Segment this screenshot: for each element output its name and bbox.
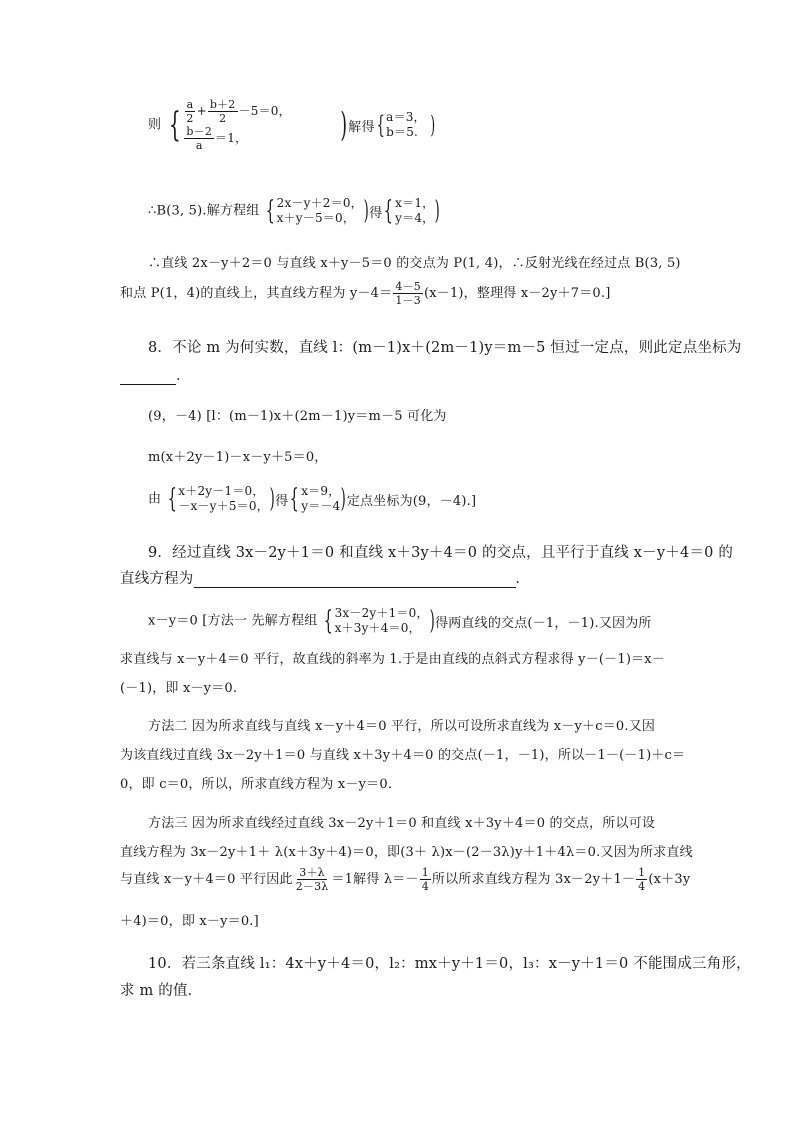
frac-num: 1 [421,866,429,879]
frac-den: 4 [638,880,646,893]
text: ∴B(3, 5).解方程组 [148,203,260,219]
frac-num: b＋2 [209,98,236,111]
text: x－y＝0 [方法一 先解方程组 [148,613,318,629]
right-brace: ) [340,105,347,145]
right-brace: ) [429,606,435,636]
left-brace: { [376,111,385,139]
eq: a＝3， [386,110,426,124]
text: (x－1)，整理得 x－2y＋7＝0.] [423,286,611,301]
frac-den: 4 [421,880,429,893]
left-brace: { [290,484,300,514]
right-brace: ) [434,196,441,226]
text-line: 直线方程为 3x－2y＋1＋ λ(x＋3y＋4)＝0，即(3＋ λ)x－(2－3λ)y＋1＋4λ＝0.又因为所求直线 [120,845,693,860]
eq: b＝5. [386,125,419,139]
question-10: 10．若三条直线 l₁：4x＋y＋4＝0，l₂：mx＋y＋1＝0，l₃：x－y＋1＝0 不能围成三角形， [148,956,751,972]
text: ． [176,368,191,384]
right-brace: ) [430,111,435,139]
eq: y＝－4 [301,499,341,513]
question-10-line-2: 求 m 的值． [120,983,203,999]
frac-num: a [186,98,194,111]
text: 和点 P(1，4)的直线上，其直线方程为 y－4＝ [120,286,393,301]
text: + [196,104,207,118]
text: 直线方程为 [120,571,194,587]
eq: －x－y＋5＝0， [178,499,269,513]
answer-9-method-3: 方法三 因为所求直线经过直线 3x－2y＋1＝0 和直线 x＋3y＋4＝0 的交点，所以可设 [148,816,656,831]
text: ＝1， [215,131,248,145]
solve-system-line [148,196,441,226]
eq: x＋y－5＝0， [276,211,356,225]
right-brace: ) [341,484,347,514]
answer-8-line: (9，－4) [l：(m－1)x＋(2m－1)y＝m－5 可化为 [148,409,447,424]
eq: y＝4， [395,211,435,225]
answer-blank [194,573,516,588]
text: 则 [148,117,162,133]
text: 得两直线的交点(－1，－1).又因为所 [435,615,652,631]
left-brace: { [265,196,275,226]
text-line: ∴直线 2x－y＋2＝0 与直线 x＋y－5＝0 的交点为 P(1, 4)，∴反射光线在经过点 B(3, 5) [148,256,681,271]
text: ＝1解得 λ＝－ [331,872,419,887]
right-brace: ) [269,484,275,514]
text: 由 [148,491,162,507]
frac-den: 1－3 [395,294,421,307]
frac-num: 3＋λ [299,866,325,879]
text: 所以所求直线方程为 3x－2y＋1－ [431,872,636,887]
eq: x＝1， [395,196,435,210]
left-brace: { [384,196,394,226]
frac-num: b－2 [186,125,213,138]
solution-system-ab [148,98,435,152]
eq: 3x－2y＋1＝0， [334,606,429,620]
eq: x＋3y＋4＝0， [334,621,421,635]
question-8-blank-line [120,364,191,385]
question-9: 9．经过直线 3x－2y＋1＝0 和直线 x＋3y＋4＝0 的交点，且平行于直线 x－y＋4＝0 的 [148,545,734,561]
text: 解得 [348,119,375,135]
question-9-blank-line [120,567,530,588]
text-line: ＋4)＝0，即 x－y＝0.] [120,914,259,929]
frac-den: 2 [219,112,227,125]
eq: 2x－y＋2＝0， [276,196,363,210]
line-equation [120,280,611,307]
text: 得 [369,205,383,221]
text: 定点坐标为(9，－4).] [346,493,477,509]
eq: x＋2y－1＝0， [178,484,265,498]
text-line: 为该直线过直线 3x－2y＋1＝0 与直线 x＋3y＋4＝0 的交点(－1，－1)，所以－1－(－1)＋c＝ [120,748,686,763]
answer-9-method-1 [148,606,652,636]
left-brace: { [168,105,181,145]
question-8: 8．不论 m 为何实数，直线 l：(m－1)x＋(2m－1)y＝m－5 恒过一定点，则此定点坐标为 [148,340,742,356]
left-brace: { [167,484,177,514]
text: 与直线 x－y＋4＝0 平行因此 [120,872,293,887]
text: 得 [275,493,289,509]
right-brace: ) [363,196,369,226]
answer-9-method-2: 方法二 因为所求直线与直线 x－y＋4＝0 平行，所以可设所求直线为 x－y＋c＝0.又因 [148,719,656,734]
answer-blank [120,370,176,385]
eq: x＝9， [301,484,341,498]
frac-den: 2 [186,112,194,125]
frac-den: 2－3λ [295,880,329,893]
frac-num: 4－5 [395,280,421,293]
text: －5＝0， [238,104,291,118]
text-line: (－1)，即 x－y＝0. [120,681,238,696]
left-brace: { [323,606,333,636]
text: ． [515,571,531,587]
text: (x＋3y [648,872,691,887]
text-line-fractions [120,866,690,893]
answer-8-system [148,484,476,514]
frac-den: a [195,139,203,152]
text-line: 求直线与 x－y＋4＝0 平行，故直线的斜率为 1.于是由直线的点斜式方程求得 y－(－1)＝x－ [120,652,666,667]
text-line: 0，即 c＝0，所以，所求直线方程为 x－y＝0. [120,777,393,792]
answer-8-line: m(x＋2y－1)－x－y＋5＝0， [148,450,328,465]
frac-num: 1 [638,866,646,879]
